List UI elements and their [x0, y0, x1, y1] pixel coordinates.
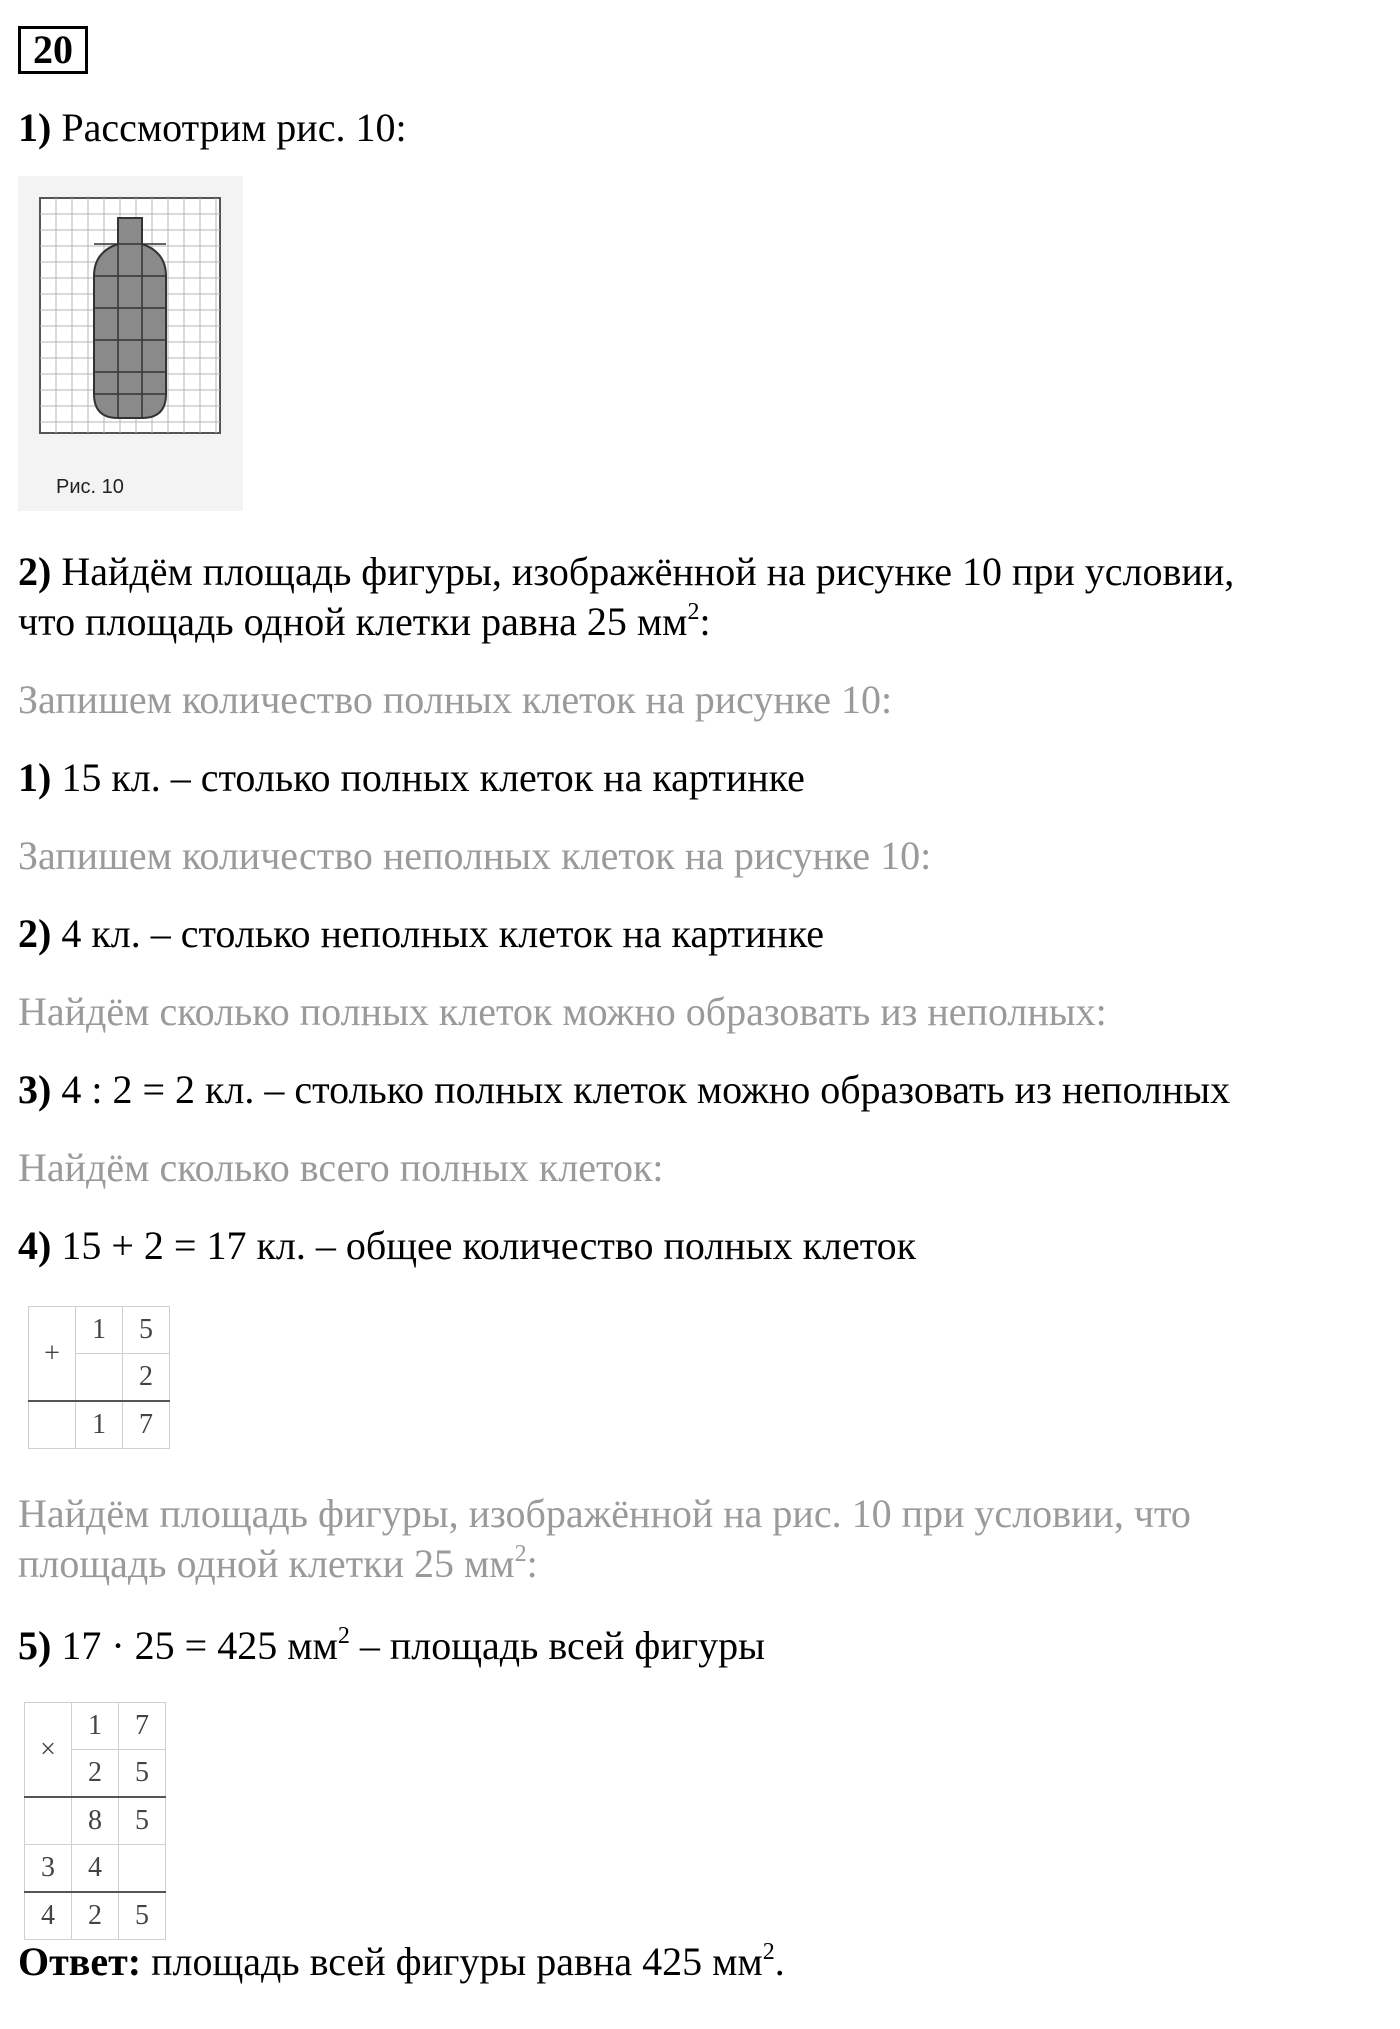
hint-5-text-1: Найдём площадь фигуры, изображённой на рис. 10 при условии, что [18, 1491, 1191, 1536]
solution-1-text: 15 кл. – столько полных клеток на картинке [61, 755, 805, 800]
multiplication-result-row [25, 1892, 166, 1940]
hint-5-tail: : [526, 1541, 538, 1586]
solution-5-text-after: – площадь всей фигуры [349, 1623, 766, 1668]
addition-cell [76, 1354, 123, 1402]
figure-10 [18, 176, 243, 511]
solution-5-sup: 2 [337, 1623, 350, 1649]
step-2-text-2: что площадь одной клетки равна 25 мм [18, 599, 688, 644]
solution-1 [18, 754, 805, 802]
addition-cell: 1 [76, 1307, 123, 1354]
answer-sup: 2 [762, 1939, 775, 1965]
solution-2-text: 4 кл. – столько неполных клеток на картинке [61, 911, 825, 956]
multiplication-cell: 4 [25, 1892, 72, 1940]
multiplication-cell: 2 [72, 1892, 119, 1940]
solution-5-text: 17 · 25 = 425 мм [61, 1623, 338, 1668]
step-2-text-1: Найдём площадь фигуры, изображённой на рисунке 10 при условии, [61, 549, 1235, 594]
multiplication-cell: 5 [119, 1797, 166, 1845]
grid-figure [18, 176, 243, 466]
addition-cell [29, 1401, 76, 1449]
solution-2 [18, 910, 824, 958]
addition-cell: 2 [123, 1354, 170, 1402]
addition-column [28, 1306, 170, 1449]
figure-caption: Рис. 10 [56, 476, 124, 498]
multiplication-cell: 4 [72, 1845, 119, 1893]
step-2-sup: 2 [687, 599, 700, 625]
addition-operator: + [29, 1307, 76, 1402]
hint-3: Найдём сколько полных клеток можно образовать из неполных: [18, 989, 1107, 1034]
step-2-line-2 [18, 598, 711, 646]
step-2-line-1 [18, 548, 1234, 596]
solution-5-number: 5) [18, 1623, 52, 1668]
solution-1-number: 1) [18, 755, 52, 800]
multiplication-cell: 1 [72, 1703, 119, 1750]
hint-5-line-2 [18, 1540, 538, 1588]
answer-label: Ответ: [18, 1939, 142, 1984]
hint-5-sup: 2 [514, 1541, 527, 1567]
hint-5-line-1 [18, 1490, 1378, 1538]
step-2-number: 2) [18, 549, 52, 594]
multiplication-cell: 3 [25, 1845, 72, 1893]
step-1-number: 1) [18, 105, 52, 150]
addition-row [29, 1307, 170, 1354]
hint-4: Найдём сколько всего полных клеток: [18, 1145, 664, 1190]
multiplication-cell: 5 [119, 1892, 166, 1940]
multiplication-cell [25, 1797, 72, 1845]
multiplication-row [25, 1845, 166, 1893]
multiplication-column [24, 1702, 166, 1940]
addition-result-row [29, 1401, 170, 1449]
solution-5 [18, 1622, 765, 1670]
hint-2: Запишем количество неполных клеток на рисунке 10: [18, 833, 932, 878]
multiplication-cell: 8 [72, 1797, 119, 1845]
step-2-tail: : [699, 599, 711, 644]
answer [18, 1938, 785, 1986]
addition-cell: 1 [76, 1401, 123, 1449]
solution-2-number: 2) [18, 911, 52, 956]
hint-1: Запишем количество полных клеток на рисунке 10: [18, 677, 893, 722]
step-1 [18, 104, 407, 152]
answer-tail: . [774, 1939, 785, 1984]
addition-cell: 5 [123, 1307, 170, 1354]
solution-3-number: 3) [18, 1067, 52, 1112]
multiplication-cell: 2 [72, 1750, 119, 1798]
solution-4-text: 15 + 2 = 17 кл. – общее количество полных клеток [61, 1223, 917, 1268]
multiplication-cell [119, 1845, 166, 1893]
addition-cell: 7 [123, 1401, 170, 1449]
multiplication-cell: 7 [119, 1703, 166, 1750]
solution-3 [18, 1066, 1230, 1114]
step-1-text: Рассмотрим рис. 10: [61, 105, 407, 150]
multiplication-operator: × [25, 1703, 72, 1798]
multiplication-cell: 5 [119, 1750, 166, 1798]
solution-3-text: 4 : 2 = 2 кл. – столько полных клеток можно образовать из неполных [61, 1067, 1231, 1112]
solution-4 [18, 1222, 916, 1270]
hint-5-text-2: площадь одной клетки 25 мм [18, 1541, 515, 1586]
multiplication-row [25, 1703, 166, 1750]
multiplication-row [25, 1797, 166, 1845]
answer-text: площадь всей фигуры равна 425 мм [141, 1939, 763, 1984]
solution-4-number: 4) [18, 1223, 52, 1268]
task-number: 20 [18, 26, 88, 74]
